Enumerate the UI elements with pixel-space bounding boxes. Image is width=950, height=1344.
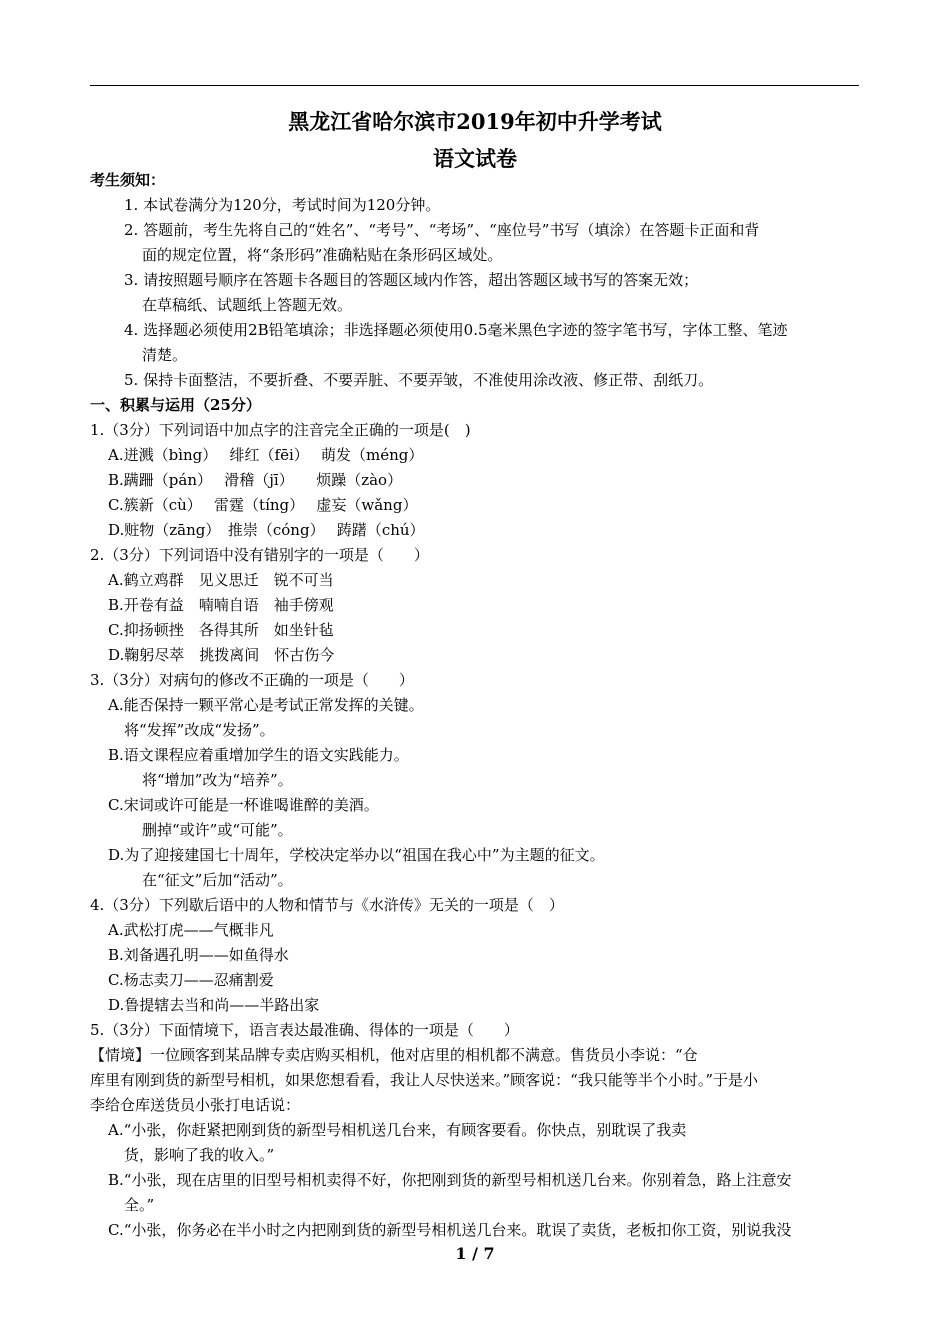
- question-stem: 5.（3分）下面情境下，语言表达最准确、得体的一项是（ ）: [90, 1021, 519, 1039]
- option-b: B.开卷有益 喃喃自语 袖手傍观: [108, 596, 334, 614]
- option-b-revision: 将“增加”改为“培养”。: [142, 771, 293, 789]
- page-number: 1 / 7: [455, 1244, 495, 1263]
- notice-item: 1. 本试卷满分为120分，考试时间为120分钟。: [124, 196, 441, 214]
- notice-heading: 考生须知：: [90, 171, 166, 189]
- option-a: A.武松打虎——气概非凡: [108, 921, 274, 939]
- context-line: 李给仓库送货员小张打电话说：: [90, 1096, 301, 1114]
- top-rule: [90, 85, 859, 86]
- option-b: B.刘备遇孔明——如鱼得水: [108, 946, 289, 964]
- option-d: D.鞠躬尽萃 挑拨离间 怀古伤今: [108, 646, 335, 664]
- section-heading: 一、积累与运用（25分）: [90, 396, 261, 414]
- option-c-revision: 删掉“或许”或“可能”。: [142, 821, 293, 839]
- option-c: C.宋词或许可能是一杯谁喝谁醉的美酒。: [108, 796, 379, 814]
- exam-title: 黑龙江省哈尔滨市2019年初中升学考试: [288, 109, 662, 134]
- notice-item: 面的规定位置，将“条形码”准确粘贴在条形码区域处。: [142, 246, 503, 264]
- question-stem: 3.（3分）对病句的修改不正确的一项是（ ）: [90, 671, 414, 689]
- option-c: C.簇新（cù） 雷霆（tíng） 虚妄（wǎng）: [108, 496, 418, 514]
- option-a-revision: 将“发挥”改成“发扬”。: [124, 721, 275, 739]
- notice-item: 4. 选择题必须使用2B铅笔填涂；非选择题必须使用0.5毫米黑色字迹的签字笔书写，字体工整、笔迹: [124, 321, 788, 339]
- option-c: C.抑扬顿挫 各得其所 如坐针毡: [108, 621, 334, 639]
- option-a-cont: 货，影响了我的收入。”: [124, 1146, 275, 1164]
- context-line: 库里有刚到货的新型号相机，如果您想看看，我让人尽快送来。”顾客说：“我只能等半个小时。”于是小: [90, 1071, 759, 1089]
- notice-item: 在草稿纸、试题纸上答题无效。: [142, 296, 353, 314]
- option-b: B.蹒跚（pán） 滑稽（jī） 烦躁（zào）: [108, 471, 403, 489]
- question-stem: 1.（3分）下列词语中加点字的注音完全正确的一项是( ): [90, 421, 471, 439]
- question-stem: 2.（3分）下列词语中没有错别字的一项是（ ）: [90, 546, 429, 564]
- option-a: A.“小张，你赶紧把刚到货的新型号相机送几台来，有顾客要看。你快点，别耽误了我卖: [108, 1121, 687, 1139]
- exam-subtitle: 语文试卷: [433, 146, 517, 171]
- option-d: D.为了迎接建国七十周年，学校决定举办以“祖国在我心中”为主题的征文。: [108, 846, 605, 864]
- notice-item: 清楚。: [142, 346, 188, 364]
- option-d-revision: 在“征文”后加“活动”。: [142, 871, 293, 889]
- notice-item: 3. 请按照题号顺序在答题卡各题目的答题区域内作答，超出答题区域书写的答案无效；: [124, 271, 699, 289]
- option-a: A.迸溅（bìng） 绯红（fēi） 萌发（méng）: [108, 446, 424, 464]
- option-b: B.语文课程应着重增加学生的语文实践能力。: [108, 746, 409, 764]
- option-c: C.“小张，你务必在半小时之内把刚到货的新型号相机送几台来。耽误了卖货，老板扣你工资，别说我没: [108, 1221, 792, 1239]
- notice-item: 2. 答题前，考生先将自己的“姓名”、“考号”、“考场”、“座位号”书写（填涂）在答题卡正面和背: [124, 221, 760, 239]
- option-a: A.鹤立鸡群 见义思迁 锐不可当: [108, 571, 334, 589]
- option-b-cont: 全。”: [124, 1196, 155, 1214]
- context-line: 【情境】一位顾客到某品牌专卖店购买相机，他对店里的相机都不满意。售货员小李说：“仓: [90, 1046, 698, 1064]
- notice-item: 5. 保持卡面整洁，不要折叠、不要弄脏、不要弄皱，不准使用涂改液、修正带、刮纸刀。: [124, 371, 714, 389]
- option-c: C.杨志卖刀——忍痛割爱: [108, 971, 274, 989]
- option-b: B.“小张，现在店里的旧型号相机卖得不好，你把刚到货的新型号相机送几台来。你别着急，路上注意安: [108, 1171, 792, 1189]
- question-stem: 4.（3分）下列歇后语中的人物和情节与《水浒传》无关的一项是（ ）: [90, 896, 564, 914]
- option-d: D.鲁提辖去当和尚——半路出家: [108, 996, 320, 1014]
- option-d: D.赃物（zāng） 推崇（cóng） 踌躇（chú）: [108, 521, 425, 539]
- option-a: A.能否保持一颗平常心是考试正常发挥的关键。: [108, 696, 424, 714]
